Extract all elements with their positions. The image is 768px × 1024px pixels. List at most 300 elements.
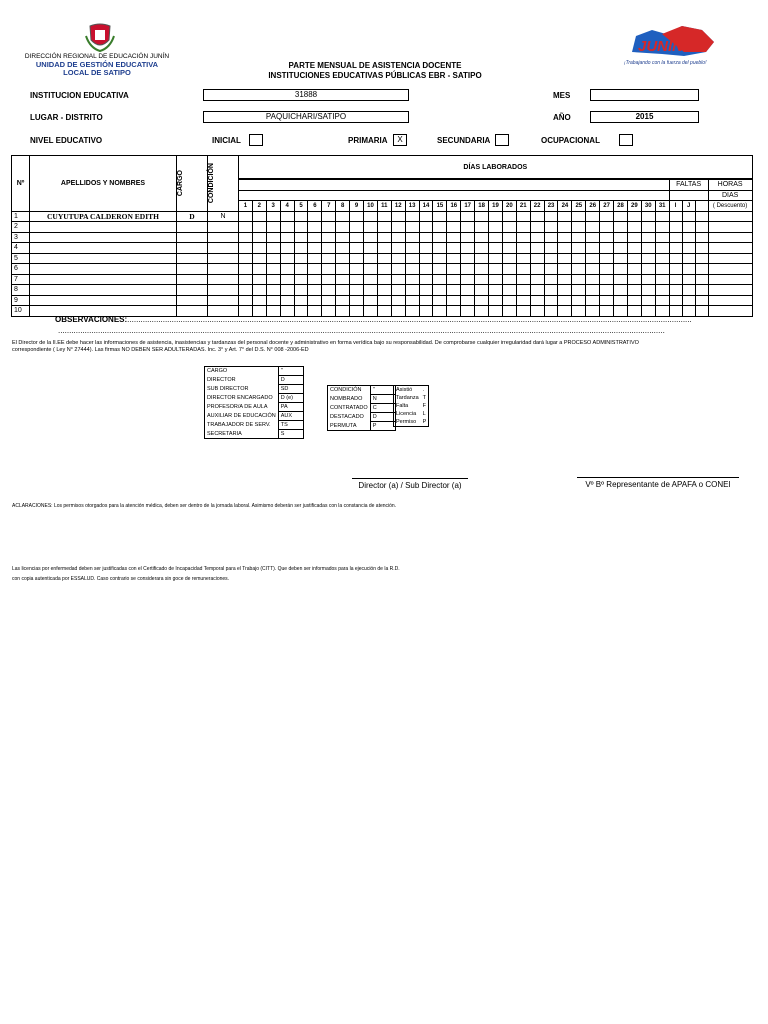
row-cell[interactable] bbox=[475, 222, 489, 233]
row-cell[interactable] bbox=[572, 285, 586, 296]
row-cell[interactable] bbox=[558, 295, 572, 306]
row-cell[interactable] bbox=[641, 264, 655, 275]
row-cell[interactable] bbox=[489, 285, 503, 296]
row-cell[interactable] bbox=[433, 222, 447, 233]
row-cell[interactable] bbox=[475, 232, 489, 243]
row-cell[interactable] bbox=[364, 232, 378, 243]
row-cell[interactable] bbox=[530, 232, 544, 243]
row-cell[interactable] bbox=[655, 253, 669, 264]
row-cell[interactable] bbox=[489, 232, 503, 243]
row-cell[interactable] bbox=[586, 232, 600, 243]
row-cell[interactable] bbox=[572, 253, 586, 264]
row-cell[interactable] bbox=[336, 295, 350, 306]
row-cell[interactable] bbox=[461, 253, 475, 264]
row-cell[interactable] bbox=[502, 295, 516, 306]
row-cell[interactable] bbox=[239, 264, 253, 275]
row-name[interactable] bbox=[30, 274, 177, 285]
row-name[interactable] bbox=[30, 222, 177, 233]
row-cell[interactable] bbox=[682, 295, 695, 306]
row-name[interactable] bbox=[30, 253, 177, 264]
row-cell[interactable] bbox=[447, 243, 461, 254]
row-cell[interactable] bbox=[544, 285, 558, 296]
row-cell[interactable] bbox=[708, 222, 752, 233]
row-condicion[interactable] bbox=[208, 232, 239, 243]
row-cell[interactable] bbox=[405, 274, 419, 285]
row-cell[interactable] bbox=[682, 232, 695, 243]
row-cell[interactable] bbox=[252, 211, 266, 222]
row-cell[interactable] bbox=[280, 264, 294, 275]
secundaria-checkbox[interactable] bbox=[495, 134, 509, 146]
row-cell[interactable] bbox=[627, 295, 641, 306]
row-cell[interactable] bbox=[655, 264, 669, 275]
row-cell[interactable] bbox=[614, 295, 628, 306]
row-cell[interactable] bbox=[461, 274, 475, 285]
row-cargo[interactable]: D bbox=[177, 211, 208, 222]
row-cell[interactable] bbox=[695, 253, 708, 264]
ocupacional-checkbox[interactable] bbox=[619, 134, 633, 146]
row-cell[interactable] bbox=[364, 243, 378, 254]
row-cell[interactable] bbox=[475, 264, 489, 275]
row-cell[interactable] bbox=[695, 232, 708, 243]
row-cell[interactable] bbox=[391, 274, 405, 285]
row-cell[interactable] bbox=[708, 306, 752, 317]
row-cell[interactable] bbox=[682, 243, 695, 254]
row-cell[interactable] bbox=[558, 211, 572, 222]
row-cell[interactable] bbox=[447, 264, 461, 275]
row-cell[interactable] bbox=[322, 274, 336, 285]
row-cell[interactable] bbox=[322, 211, 336, 222]
row-cell[interactable] bbox=[600, 253, 614, 264]
row-cell[interactable] bbox=[682, 264, 695, 275]
row-cell[interactable] bbox=[252, 232, 266, 243]
row-cell[interactable] bbox=[572, 243, 586, 254]
row-cell[interactable] bbox=[336, 222, 350, 233]
row-cell[interactable] bbox=[544, 264, 558, 275]
row-cell[interactable] bbox=[655, 274, 669, 285]
row-cell[interactable] bbox=[627, 211, 641, 222]
row-cell[interactable] bbox=[239, 274, 253, 285]
row-condicion[interactable] bbox=[208, 243, 239, 254]
row-cell[interactable] bbox=[294, 295, 308, 306]
row-cell[interactable] bbox=[280, 253, 294, 264]
row-cell[interactable] bbox=[350, 253, 364, 264]
row-cell[interactable] bbox=[641, 295, 655, 306]
row-cell[interactable] bbox=[350, 295, 364, 306]
row-cell[interactable] bbox=[294, 285, 308, 296]
row-cell[interactable] bbox=[433, 211, 447, 222]
row-cell[interactable] bbox=[502, 232, 516, 243]
row-cell[interactable] bbox=[502, 264, 516, 275]
row-cell[interactable] bbox=[600, 211, 614, 222]
row-cargo[interactable] bbox=[177, 285, 208, 296]
row-cell[interactable] bbox=[322, 232, 336, 243]
row-cell[interactable] bbox=[502, 243, 516, 254]
row-cell[interactable] bbox=[405, 232, 419, 243]
row-cell[interactable] bbox=[558, 232, 572, 243]
row-cell[interactable] bbox=[586, 222, 600, 233]
row-cell[interactable] bbox=[433, 274, 447, 285]
row-cell[interactable] bbox=[419, 253, 433, 264]
row-cell[interactable] bbox=[377, 222, 391, 233]
row-cell[interactable] bbox=[252, 274, 266, 285]
row-cell[interactable] bbox=[239, 211, 253, 222]
row-cell[interactable] bbox=[322, 243, 336, 254]
row-cell[interactable] bbox=[377, 264, 391, 275]
row-name[interactable] bbox=[30, 264, 177, 275]
row-cell[interactable] bbox=[475, 243, 489, 254]
row-cell[interactable] bbox=[252, 243, 266, 254]
row-cell[interactable] bbox=[558, 222, 572, 233]
row-cell[interactable] bbox=[627, 232, 641, 243]
row-cell[interactable] bbox=[516, 243, 530, 254]
row-cell[interactable] bbox=[266, 285, 280, 296]
row-cell[interactable] bbox=[489, 222, 503, 233]
row-cell[interactable] bbox=[377, 285, 391, 296]
row-cell[interactable] bbox=[669, 253, 682, 264]
row-cell[interactable] bbox=[461, 264, 475, 275]
row-cell[interactable] bbox=[600, 243, 614, 254]
row-cell[interactable] bbox=[461, 222, 475, 233]
row-cell[interactable] bbox=[558, 243, 572, 254]
row-cell[interactable] bbox=[336, 264, 350, 275]
row-cell[interactable] bbox=[294, 253, 308, 264]
inicial-checkbox[interactable] bbox=[249, 134, 263, 146]
row-cell[interactable] bbox=[308, 274, 322, 285]
row-cell[interactable] bbox=[530, 264, 544, 275]
row-cell[interactable] bbox=[350, 274, 364, 285]
row-cell[interactable] bbox=[419, 274, 433, 285]
row-cell[interactable] bbox=[266, 264, 280, 275]
row-cell[interactable] bbox=[364, 253, 378, 264]
row-cell[interactable] bbox=[461, 232, 475, 243]
row-cell[interactable] bbox=[294, 232, 308, 243]
row-cell[interactable] bbox=[586, 285, 600, 296]
row-cell[interactable] bbox=[544, 295, 558, 306]
row-cell[interactable] bbox=[708, 253, 752, 264]
row-cell[interactable] bbox=[239, 232, 253, 243]
row-condicion[interactable] bbox=[208, 295, 239, 306]
row-cell[interactable] bbox=[475, 211, 489, 222]
row-cell[interactable] bbox=[364, 222, 378, 233]
row-cell[interactable] bbox=[391, 264, 405, 275]
row-cell[interactable] bbox=[489, 274, 503, 285]
row-cell[interactable] bbox=[669, 274, 682, 285]
row-cell[interactable] bbox=[433, 285, 447, 296]
row-cell[interactable] bbox=[655, 211, 669, 222]
row-cell[interactable] bbox=[627, 264, 641, 275]
row-cell[interactable] bbox=[572, 211, 586, 222]
row-cell[interactable] bbox=[530, 211, 544, 222]
row-cell[interactable] bbox=[641, 211, 655, 222]
row-cell[interactable] bbox=[475, 285, 489, 296]
row-cell[interactable] bbox=[350, 232, 364, 243]
row-cell[interactable] bbox=[708, 232, 752, 243]
row-cell[interactable] bbox=[308, 264, 322, 275]
row-cell[interactable] bbox=[364, 295, 378, 306]
row-cell[interactable] bbox=[708, 295, 752, 306]
row-cell[interactable] bbox=[586, 274, 600, 285]
row-cell[interactable] bbox=[294, 222, 308, 233]
row-cell[interactable] bbox=[447, 222, 461, 233]
row-cell[interactable] bbox=[322, 264, 336, 275]
observaciones-dots1[interactable]: .............................................................................................................................................................................................................................................................. bbox=[127, 315, 692, 324]
row-name[interactable] bbox=[30, 295, 177, 306]
row-cell[interactable] bbox=[708, 274, 752, 285]
row-cell[interactable] bbox=[669, 243, 682, 254]
row-cell[interactable] bbox=[336, 253, 350, 264]
row-name[interactable] bbox=[30, 243, 177, 254]
row-cell[interactable] bbox=[419, 264, 433, 275]
row-cell[interactable] bbox=[641, 222, 655, 233]
row-cell[interactable] bbox=[252, 253, 266, 264]
mes-field[interactable] bbox=[590, 89, 699, 101]
row-condicion[interactable] bbox=[208, 285, 239, 296]
row-cell[interactable] bbox=[695, 211, 708, 222]
row-cell[interactable] bbox=[377, 295, 391, 306]
row-cell[interactable] bbox=[461, 285, 475, 296]
row-cargo[interactable] bbox=[177, 232, 208, 243]
row-cell[interactable] bbox=[391, 253, 405, 264]
row-cell[interactable] bbox=[266, 222, 280, 233]
row-cell[interactable] bbox=[614, 264, 628, 275]
row-cell[interactable] bbox=[530, 243, 544, 254]
row-cell[interactable] bbox=[336, 211, 350, 222]
row-cell[interactable] bbox=[627, 253, 641, 264]
row-condicion[interactable] bbox=[208, 222, 239, 233]
row-cell[interactable] bbox=[489, 211, 503, 222]
row-cell[interactable] bbox=[433, 253, 447, 264]
row-cell[interactable] bbox=[266, 295, 280, 306]
row-cell[interactable] bbox=[544, 253, 558, 264]
row-cargo[interactable] bbox=[177, 253, 208, 264]
row-cell[interactable] bbox=[377, 232, 391, 243]
row-cell[interactable] bbox=[586, 243, 600, 254]
row-cell[interactable] bbox=[447, 285, 461, 296]
primaria-checkbox[interactable]: X bbox=[393, 134, 407, 146]
row-cell[interactable] bbox=[669, 222, 682, 233]
row-cell[interactable] bbox=[641, 253, 655, 264]
row-cell[interactable] bbox=[544, 243, 558, 254]
row-cell[interactable] bbox=[419, 222, 433, 233]
row-cell[interactable] bbox=[669, 295, 682, 306]
row-cell[interactable] bbox=[364, 274, 378, 285]
row-cell[interactable] bbox=[544, 211, 558, 222]
row-cell[interactable] bbox=[600, 222, 614, 233]
row-cell[interactable] bbox=[572, 222, 586, 233]
row-cell[interactable] bbox=[447, 232, 461, 243]
row-cell[interactable] bbox=[641, 285, 655, 296]
row-cell[interactable] bbox=[405, 264, 419, 275]
row-cell[interactable] bbox=[322, 285, 336, 296]
row-cell[interactable] bbox=[391, 243, 405, 254]
row-condicion[interactable] bbox=[208, 253, 239, 264]
row-cell[interactable] bbox=[614, 243, 628, 254]
row-cell[interactable] bbox=[489, 243, 503, 254]
row-cell[interactable] bbox=[336, 243, 350, 254]
row-cell[interactable] bbox=[364, 211, 378, 222]
row-cell[interactable] bbox=[433, 264, 447, 275]
row-cell[interactable] bbox=[294, 211, 308, 222]
row-cell[interactable] bbox=[669, 285, 682, 296]
lugar-field[interactable]: PAQUICHARI/SATIPO bbox=[203, 111, 409, 123]
row-cell[interactable] bbox=[489, 264, 503, 275]
row-cell[interactable] bbox=[516, 295, 530, 306]
row-cell[interactable] bbox=[391, 222, 405, 233]
row-cell[interactable] bbox=[461, 243, 475, 254]
row-cargo[interactable] bbox=[177, 243, 208, 254]
row-cell[interactable] bbox=[280, 295, 294, 306]
row-cell[interactable] bbox=[350, 243, 364, 254]
row-cell[interactable] bbox=[239, 253, 253, 264]
row-cell[interactable] bbox=[475, 253, 489, 264]
row-cell[interactable] bbox=[364, 285, 378, 296]
row-cargo[interactable] bbox=[177, 274, 208, 285]
row-cell[interactable] bbox=[405, 243, 419, 254]
row-cell[interactable] bbox=[558, 253, 572, 264]
row-cell[interactable] bbox=[682, 222, 695, 233]
row-cell[interactable] bbox=[280, 285, 294, 296]
row-cell[interactable] bbox=[308, 243, 322, 254]
row-cell[interactable] bbox=[586, 253, 600, 264]
row-cell[interactable] bbox=[558, 264, 572, 275]
row-cell[interactable] bbox=[641, 243, 655, 254]
row-cell[interactable] bbox=[558, 285, 572, 296]
row-cell[interactable] bbox=[695, 274, 708, 285]
row-cell[interactable] bbox=[489, 253, 503, 264]
row-cell[interactable] bbox=[669, 264, 682, 275]
row-cell[interactable] bbox=[502, 274, 516, 285]
row-cell[interactable] bbox=[377, 243, 391, 254]
row-cell[interactable] bbox=[502, 285, 516, 296]
row-cell[interactable] bbox=[655, 222, 669, 233]
row-cell[interactable] bbox=[308, 222, 322, 233]
row-cell[interactable] bbox=[405, 211, 419, 222]
row-cell[interactable] bbox=[280, 274, 294, 285]
row-cell[interactable] bbox=[405, 222, 419, 233]
row-cell[interactable] bbox=[280, 222, 294, 233]
row-cell[interactable] bbox=[544, 222, 558, 233]
row-cell[interactable] bbox=[350, 222, 364, 233]
row-cell[interactable] bbox=[433, 295, 447, 306]
row-cell[interactable] bbox=[558, 274, 572, 285]
row-cell[interactable] bbox=[641, 232, 655, 243]
row-cell[interactable] bbox=[572, 232, 586, 243]
row-cell[interactable] bbox=[572, 295, 586, 306]
row-cell[interactable] bbox=[350, 264, 364, 275]
row-cell[interactable] bbox=[405, 253, 419, 264]
row-cell[interactable] bbox=[350, 285, 364, 296]
row-cell[interactable] bbox=[682, 274, 695, 285]
row-cell[interactable] bbox=[336, 232, 350, 243]
row-cell[interactable] bbox=[695, 222, 708, 233]
row-cell[interactable] bbox=[572, 264, 586, 275]
row-cell[interactable] bbox=[530, 222, 544, 233]
row-condicion[interactable] bbox=[208, 264, 239, 275]
row-cell[interactable] bbox=[614, 253, 628, 264]
row-cell[interactable] bbox=[391, 285, 405, 296]
row-name[interactable] bbox=[30, 285, 177, 296]
row-cell[interactable] bbox=[600, 295, 614, 306]
row-cell[interactable] bbox=[586, 264, 600, 275]
row-cell[interactable] bbox=[516, 264, 530, 275]
row-cell[interactable] bbox=[695, 295, 708, 306]
row-cell[interactable] bbox=[627, 274, 641, 285]
row-cell[interactable] bbox=[475, 295, 489, 306]
row-cargo[interactable] bbox=[177, 264, 208, 275]
row-cell[interactable] bbox=[516, 222, 530, 233]
row-cell[interactable] bbox=[530, 295, 544, 306]
row-cell[interactable] bbox=[708, 211, 752, 222]
row-cell[interactable] bbox=[239, 285, 253, 296]
row-cell[interactable] bbox=[377, 253, 391, 264]
row-cell[interactable] bbox=[405, 285, 419, 296]
row-cell[interactable] bbox=[391, 295, 405, 306]
row-cell[interactable] bbox=[322, 295, 336, 306]
row-cell[interactable] bbox=[447, 211, 461, 222]
row-cell[interactable] bbox=[614, 232, 628, 243]
ie-field[interactable]: 31888 bbox=[203, 89, 409, 101]
row-cell[interactable] bbox=[419, 211, 433, 222]
row-cell[interactable] bbox=[336, 285, 350, 296]
row-cell[interactable] bbox=[669, 232, 682, 243]
row-cell[interactable] bbox=[682, 211, 695, 222]
row-cell[interactable] bbox=[516, 211, 530, 222]
row-cell[interactable] bbox=[655, 243, 669, 254]
row-cell[interactable] bbox=[391, 211, 405, 222]
row-cell[interactable] bbox=[516, 274, 530, 285]
row-cell[interactable] bbox=[544, 232, 558, 243]
row-cell[interactable] bbox=[252, 222, 266, 233]
row-cell[interactable] bbox=[308, 211, 322, 222]
row-cell[interactable] bbox=[322, 222, 336, 233]
row-cell[interactable] bbox=[308, 232, 322, 243]
row-cell[interactable] bbox=[239, 243, 253, 254]
row-cell[interactable] bbox=[377, 211, 391, 222]
row-cell[interactable] bbox=[447, 295, 461, 306]
row-cell[interactable] bbox=[252, 264, 266, 275]
row-cell[interactable] bbox=[252, 295, 266, 306]
row-cell[interactable] bbox=[336, 274, 350, 285]
row-cell[interactable] bbox=[708, 264, 752, 275]
observaciones-dots2[interactable]: ................................................................................................................................................................................................................................................................................. bbox=[58, 326, 665, 335]
row-cell[interactable] bbox=[447, 253, 461, 264]
row-cell[interactable] bbox=[419, 243, 433, 254]
row-cell[interactable] bbox=[433, 243, 447, 254]
row-cell[interactable] bbox=[530, 285, 544, 296]
row-cell[interactable] bbox=[280, 243, 294, 254]
row-cell[interactable] bbox=[655, 285, 669, 296]
row-cell[interactable] bbox=[502, 211, 516, 222]
row-cell[interactable] bbox=[708, 243, 752, 254]
row-cell[interactable] bbox=[627, 285, 641, 296]
anio-field[interactable]: 2015 bbox=[590, 111, 699, 123]
row-cell[interactable] bbox=[308, 253, 322, 264]
row-cell[interactable] bbox=[280, 232, 294, 243]
row-cell[interactable] bbox=[239, 295, 253, 306]
row-cell[interactable] bbox=[600, 264, 614, 275]
row-cell[interactable] bbox=[572, 274, 586, 285]
row-cell[interactable] bbox=[266, 274, 280, 285]
row-cell[interactable] bbox=[544, 274, 558, 285]
row-cell[interactable] bbox=[530, 274, 544, 285]
row-cargo[interactable] bbox=[177, 295, 208, 306]
row-cell[interactable] bbox=[614, 211, 628, 222]
row-cell[interactable] bbox=[600, 285, 614, 296]
row-cell[interactable] bbox=[516, 285, 530, 296]
row-cell[interactable] bbox=[614, 285, 628, 296]
row-cell[interactable] bbox=[502, 222, 516, 233]
row-cell[interactable] bbox=[695, 285, 708, 296]
